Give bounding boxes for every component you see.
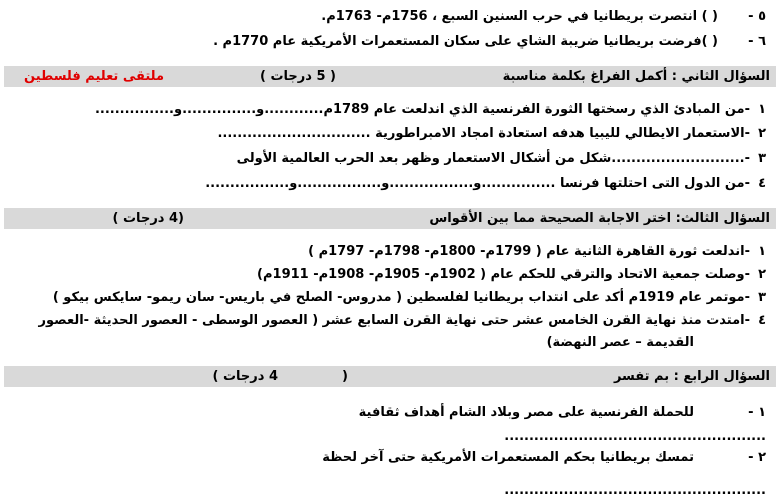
item-number: ٥ -	[748, 9, 766, 24]
item-text: -الاستعمار الايطالي لليبيا هدفه استعادة امجاد الامبراطورية ...............................	[217, 126, 750, 141]
section4-header	[4, 366, 776, 387]
item-text: -امتدت منذ نهاية القرن الخامس عشر حتى نهاية القرن السابع عشر ( العصور الوسطى - العصور الحديثة -العصور	[38, 313, 750, 328]
item-text: -وصلت جمعية الاتحاد والترقي للحكم عام ( 1902م- 1905م- 1908م- 1911م)	[257, 267, 750, 282]
item-number: ١	[758, 102, 766, 117]
item-text: -اندلعت ثورة القاهرة الثانية عام ( 1799م- 1800م- 1798م- 1797م )	[308, 244, 750, 259]
item-text: ( ) انتصرت بريطانيا في حرب السنين السبع ، 1756م- 1763م.	[321, 9, 718, 24]
item-text: -موتمر عام 1919م أكد على انتداب بريطانيا لفلسطين ( مدروس- الصلح في باريس- سان ريمو- سايكس بيكو )	[52, 290, 750, 305]
item-text: القديمة – عصر النهضة)	[546, 335, 694, 350]
item-text: -...........................شكل من أشكال الاستعمار وظهر بعد الحرب العالمية الأولى	[236, 151, 750, 166]
section4-paren: (	[342, 369, 348, 384]
item-number: ٤	[758, 313, 766, 328]
item-text: -من المبادئ الذي رسختها الثورة الفرنسية الذي اندلعت عام 1789م............و...............و................	[94, 102, 750, 117]
answer-dots: .....................................................	[504, 483, 766, 498]
item-number: ٦ -	[748, 34, 766, 49]
item-number: ٣	[758, 151, 766, 166]
section2-header	[4, 66, 776, 87]
item-number: ١	[758, 244, 766, 259]
item-number: ٢	[758, 126, 766, 141]
section3-marks: (4 درجات )	[112, 211, 184, 226]
item-text: للحملة الفرنسية على مصر وبلاد الشام أهداف ثقافية	[358, 405, 694, 420]
answer-dots: .....................................................	[504, 429, 766, 444]
item-text: -من الدول التى احتلتها فرنسا ...............و.................و.................و.................	[205, 176, 750, 191]
section4-title: السؤال الرابع : بم تفسر	[613, 369, 770, 384]
section3-title: السؤال الثالث: اختر الاجابة الصحيحة مما بين الأقواس	[429, 211, 770, 226]
item-number: ٣	[758, 290, 766, 305]
item-text: تمسك بريطانيا بحكم المستعمرات الأمريكية حتى آخر لحظة	[322, 450, 694, 465]
item-number: ١ -	[748, 405, 766, 420]
item-text: ( )فرضت بريطانيا ضريبة الشاي على سكان المستعمرات الأمريكية عام 1770م .	[213, 34, 718, 49]
item-number: ٢ -	[748, 450, 766, 465]
section2-marks: ( 5 درجات )	[260, 69, 336, 84]
section2-title: السؤال الثاني : أكمل الفراغ بكلمة مناسبة	[502, 69, 770, 84]
site-watermark-text: ملتقى تعليم فلسطين	[24, 69, 164, 84]
item-number: ٢	[758, 267, 766, 282]
section4-marks: 4 درجات )	[212, 369, 278, 384]
item-number: ٤	[758, 176, 766, 191]
section3-header	[4, 208, 776, 229]
